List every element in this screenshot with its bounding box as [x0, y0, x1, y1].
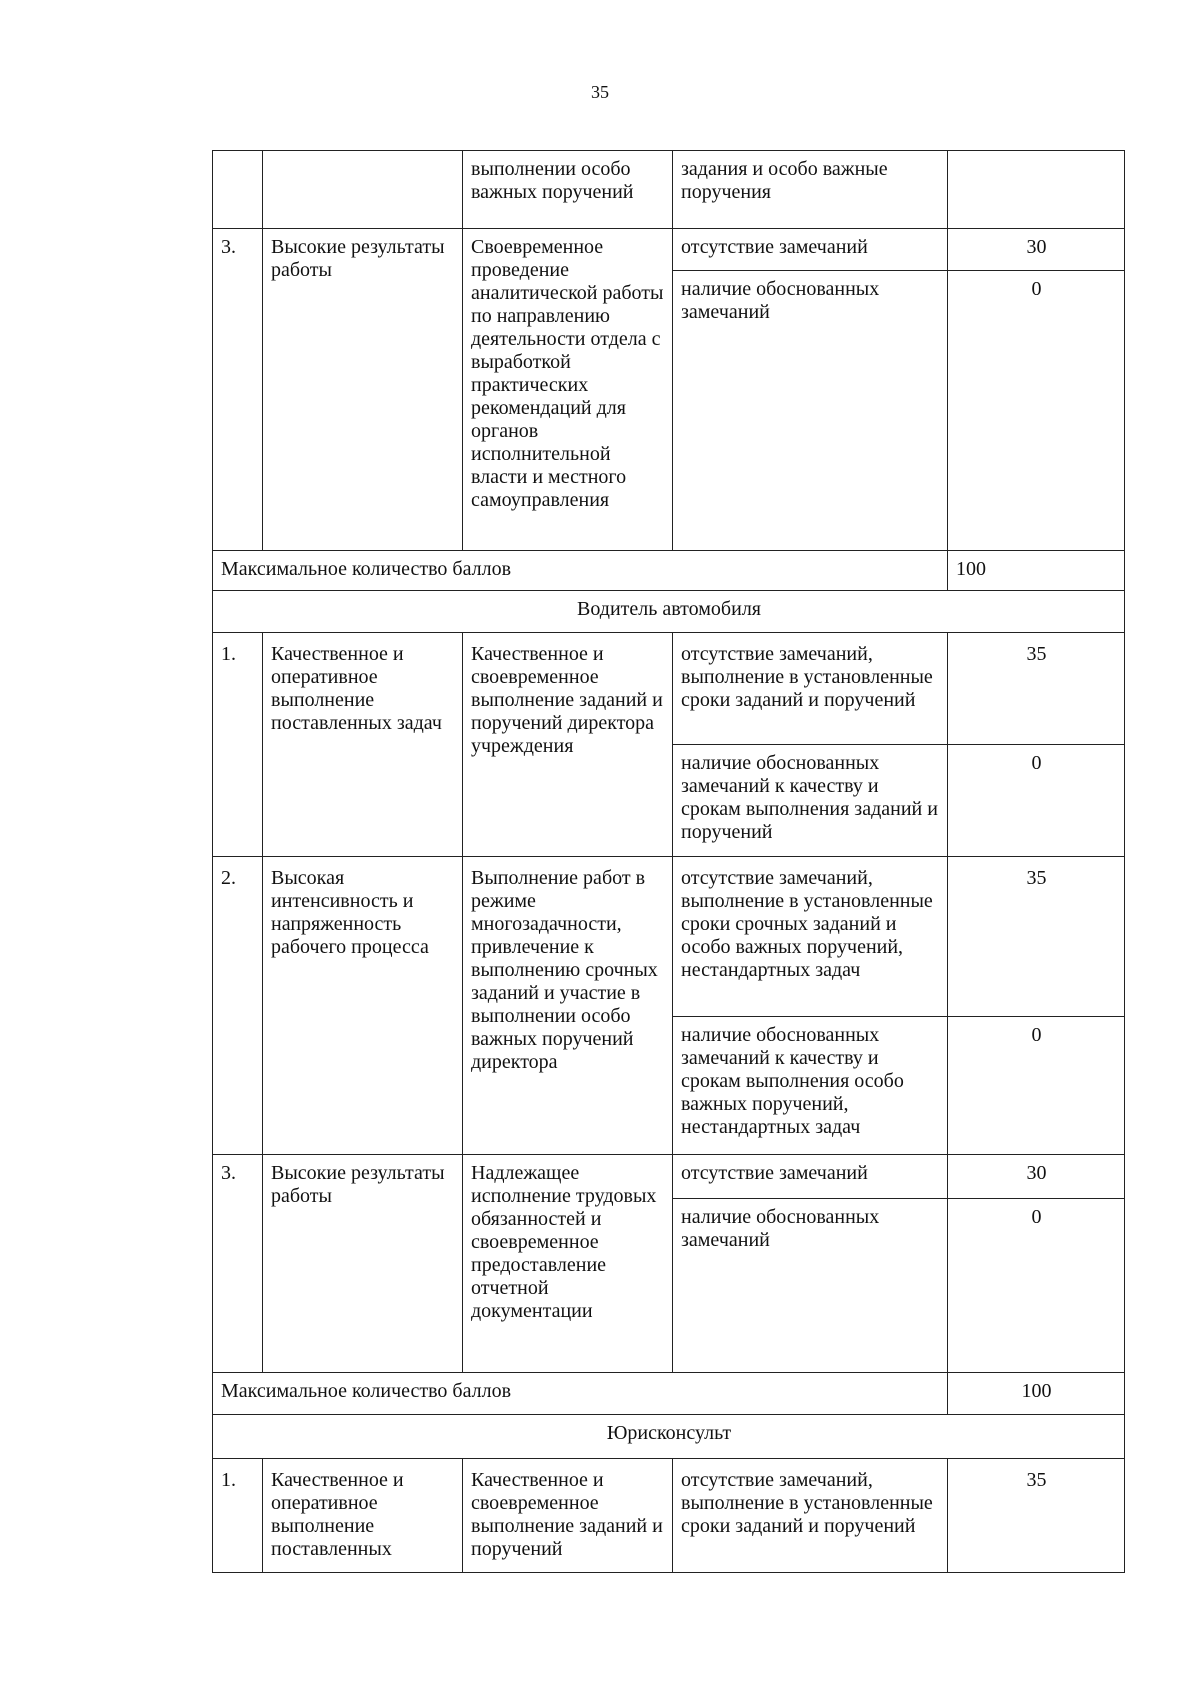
- cell-score: 30: [948, 1155, 1125, 1199]
- table-row: [213, 857, 1125, 1017]
- cell-num: 1.: [213, 633, 263, 857]
- cell-condition: отсутствие замечаний, выполнение в установленные сроки срочных заданий и особо важных поручений, нестандартных задач: [673, 857, 948, 1017]
- cell-score: 0: [948, 1017, 1125, 1155]
- cell-score: 0: [948, 271, 1125, 551]
- cell-condition: отсутствие замечаний: [673, 1155, 948, 1199]
- cell-condition: наличие обоснованных замечаний к качеству и срокам выполнения заданий и поручений: [673, 745, 948, 857]
- cell-criterion: Качественное и оперативное выполнение поставленных задач: [263, 633, 463, 857]
- max-score-label: Максимальное количество баллов: [213, 1373, 948, 1415]
- table-row: [213, 1155, 1125, 1199]
- cell-score: 35: [948, 1459, 1125, 1573]
- cell-criterion: Высокие результаты работы: [263, 229, 463, 551]
- section-title: Водитель автомобиля: [213, 591, 1125, 633]
- cell-num: [213, 151, 263, 229]
- table-row: [213, 1459, 1125, 1573]
- cell-condition: отсутствие замечаний: [673, 229, 948, 271]
- cell-num: 3.: [213, 229, 263, 551]
- cell-criterion: [263, 151, 463, 229]
- cell-criterion: Высокие результаты работы: [263, 1155, 463, 1373]
- cell-condition: наличие обоснованных замечаний к качеству и срокам выполнения особо важных поручений, нестандартных задач: [673, 1017, 948, 1155]
- max-score-row: [213, 1373, 1125, 1415]
- criteria-table: [212, 150, 1125, 1573]
- cell-criterion: Высокая интенсивность и напряженность рабочего процесса: [263, 857, 463, 1155]
- section-header-row: [213, 1415, 1125, 1459]
- cell-condition: отсутствие замечаний, выполнение в установленные сроки заданий и поручений: [673, 1459, 948, 1573]
- cell-condition: отсутствие замечаний, выполнение в установленные сроки заданий и поручений: [673, 633, 948, 745]
- cell-score: [948, 151, 1125, 229]
- section-header-row: [213, 591, 1125, 633]
- cell-num: 2.: [213, 857, 263, 1155]
- cell-score: 35: [948, 857, 1125, 1017]
- cell-description: выполнении особо важных поручений: [463, 151, 673, 229]
- cell-description: Надлежащее исполнение трудовых обязанностей и своевременное предоставление отчетной документации: [463, 1155, 673, 1373]
- cell-num: 3.: [213, 1155, 263, 1373]
- table-row: [213, 633, 1125, 745]
- cell-condition: наличие обоснованных замечаний: [673, 1199, 948, 1373]
- cell-score: 30: [948, 229, 1125, 271]
- max-score-row: [213, 551, 1125, 591]
- cell-condition: задания и особо важные поручения: [673, 151, 948, 229]
- cell-score: 0: [948, 745, 1125, 857]
- cell-num: 1.: [213, 1459, 263, 1573]
- section-title: Юрисконсульт: [213, 1415, 1125, 1459]
- cell-description: Выполнение работ в режиме многозадачности, привлечение к выполнению срочных заданий и участие в выполнении особо важных поручений директора: [463, 857, 673, 1155]
- max-score-label: Максимальное количество баллов: [213, 551, 948, 591]
- cell-criterion: Качественное и оперативное выполнение поставленных: [263, 1459, 463, 1573]
- table-row: [213, 151, 1125, 229]
- cell-description: Качественное и своевременное выполнение заданий и поручений директора учреждения: [463, 633, 673, 857]
- max-score-value: 100: [948, 1373, 1125, 1415]
- page-number: 35: [591, 82, 609, 102]
- cell-description: Своевременное проведение аналитической работы по направлению деятельности отдела с выработкой практических рекомендаций для органов исполнительной власти и местного самоуправления: [463, 229, 673, 551]
- cell-score: 0: [948, 1199, 1125, 1373]
- max-score-value: 100: [948, 551, 1125, 591]
- cell-description: Качественное и своевременное выполнение заданий и поручений: [463, 1459, 673, 1573]
- cell-condition: наличие обоснованных замечаний: [673, 271, 948, 551]
- cell-score: 35: [948, 633, 1125, 745]
- table-row: [213, 229, 1125, 271]
